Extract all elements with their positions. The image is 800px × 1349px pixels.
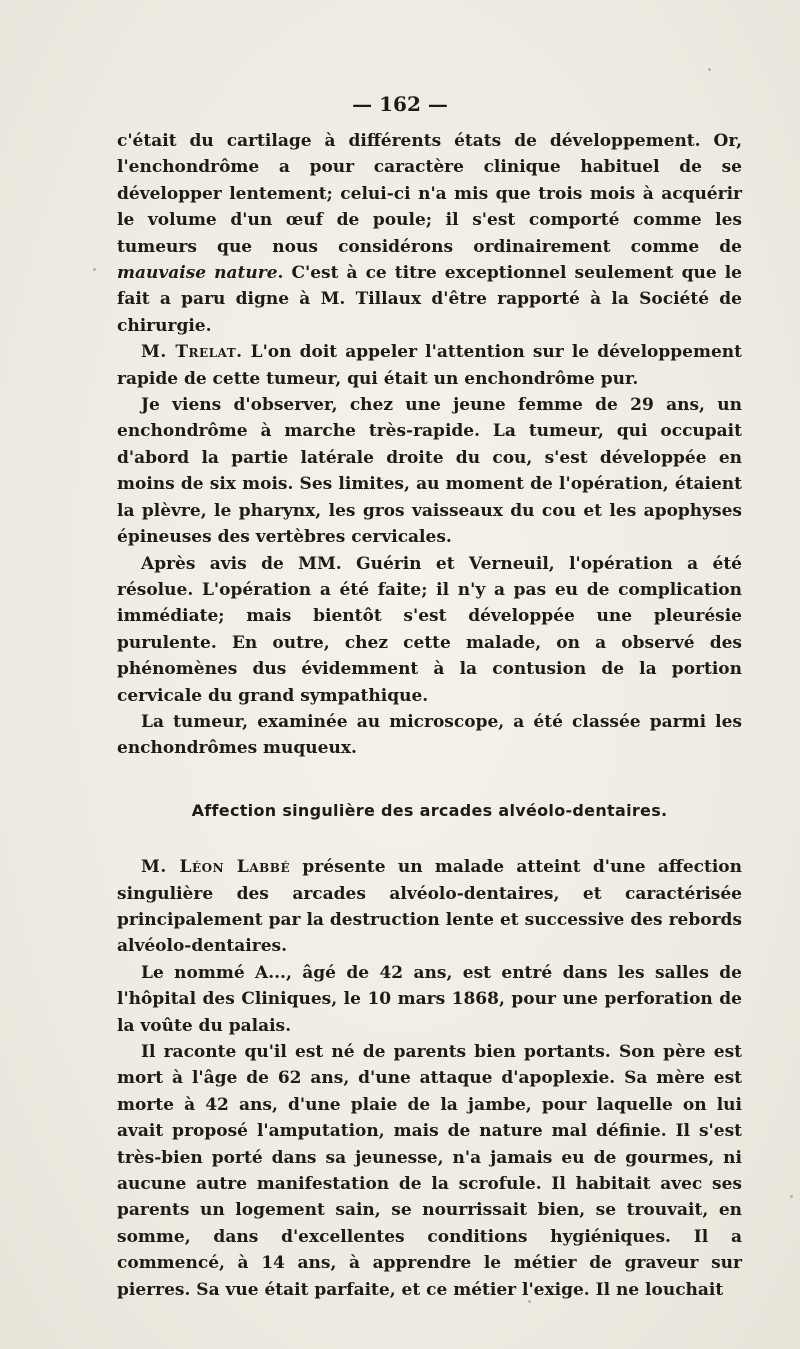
paragraph-text: c'était du cartilage à différents états de développement. Or, l'enchondrôme a pour caractère clinique habituel de se développer lentement; celui-ci n'a mis que trois mois à acquérir le volume d'un œuf de poule; il s'est comporté comme les tumeurs que nous considérons ordinairement comme de <box>117 131 742 257</box>
paragraph-text: présente un malade atteint d'une affection singulière des arcades alvéolo-dentaires, et caractérisée principalement par la destruction lente et successive des rebords alvéolo-dentaires. <box>117 857 742 957</box>
paragraph <box>117 339 742 392</box>
paragraph-text: L'on doit appeler l'attention sur le développement rapide de cette tumeur, qui était un enchondrôme pur. <box>117 342 742 389</box>
page-number: — 162 — <box>352 92 448 116</box>
section-heading: Affection singulière des arcades alvéolo-dentaires. <box>191 800 668 820</box>
paper-speck <box>790 1195 793 1198</box>
paragraph-text: . C'est à ce titre exceptionnel seulement que le fait a paru digne à M. Tillaux d'être rapporté à la Société de chirurgie. <box>117 263 742 336</box>
paper-speck <box>708 68 711 71</box>
paragraph: La tumeur, examinée au microscope, a été classée parmi les enchondrômes muqueux. <box>117 711 742 759</box>
paper-speck <box>93 268 96 271</box>
paragraph <box>117 128 742 339</box>
italic-phrase: mauvaise nature <box>117 263 278 284</box>
paragraph: Il raconte qu'il est né de parents bien portants. Son père est mort à l'âge de 62 ans, d'une attaque d'apoplexie. Sa mère est morte à 42 ans, d'une plaie de la jambe, pour laquelle on lui avait proposé l'amputation, mais de nature mal définie. Il s'est très-bien porté dans sa jeunesse, n'a jamais eu de gourmes, ni aucune autre manifestation de la scrofule. Il habitait avec ses parents un logement sain, se nourrissait bien, se trouvait, en somme, dans d'excellentes conditions hygiéniques. Il a commencé, à 14 ans, à apprendre le métier de graveur sur pierres. Sa vue était parfaite, et ce métier l'exige. Il ne louchait <box>117 1042 742 1300</box>
body-text <box>117 128 742 1303</box>
paragraph <box>117 854 742 960</box>
paragraph: Après avis de MM. Guérin et Verneuil, l'opération a été résolue. L'opération a été faite; il n'y a pas eu de complication immédiate; mais bientôt s'est développée une pleurésie purulente. En outre, chez cette malade, on a observé des phénomènes dus évidemment à la contusion de la portion cervicale du grand sympathique. <box>117 553 742 706</box>
speaker-name: M. Trelat. <box>141 342 243 363</box>
speaker-name: M. Léon Labbé <box>141 857 291 878</box>
paragraph: Le nommé A..., âgé de 42 ans, est entré dans les salles de l'hôpital des Cliniques, le 10 mars 1868, pour une perforation de la voûte du palais. <box>117 962 742 1036</box>
paragraph: Je viens d'observer, chez une jeune femme de 29 ans, un enchondrôme à marche très-rapide. La tumeur, qui occupait d'abord la partie latérale droite du cou, s'est développée en moins de six mois. Ses limites, au moment de l'opération, étaient la plèvre, le pharynx, les gros vaisseaux du cou et les apophyses épineuses des vertèbres cervicales. <box>117 395 742 548</box>
